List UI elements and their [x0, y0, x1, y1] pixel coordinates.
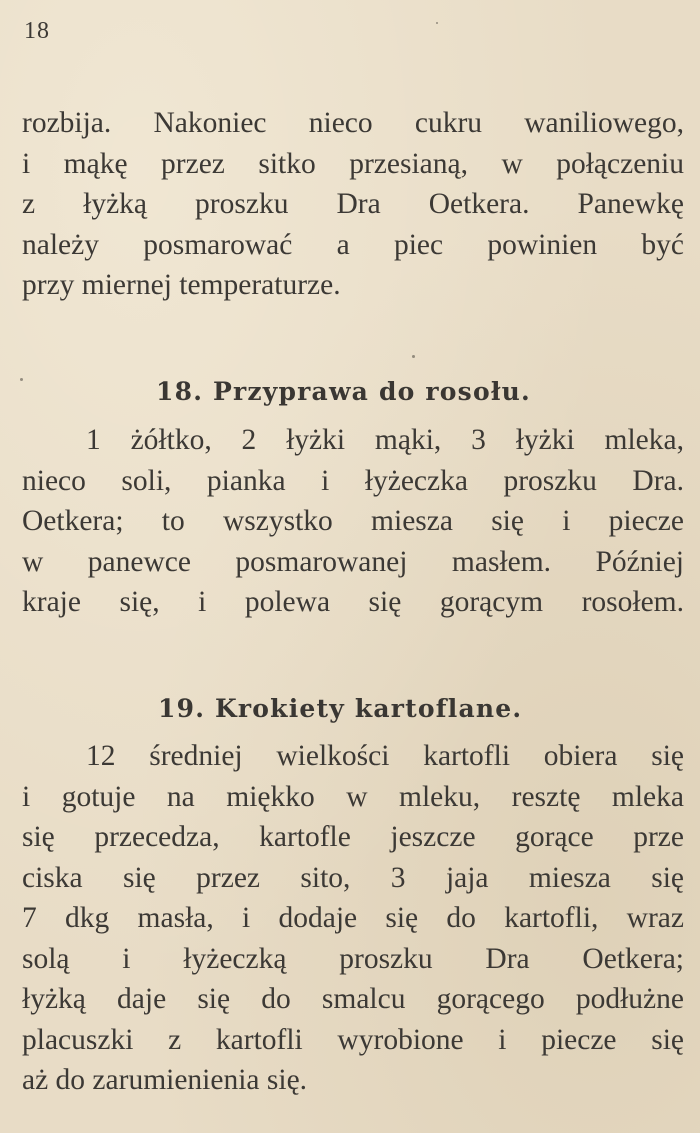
text-line: 7 dkg masła, i dodaje się do kartofli, wraz	[22, 902, 684, 934]
text-line: aż do zarumienienia się.	[22, 1064, 308, 1096]
recipe-18-heading: 18. Przyprawa do rosołu.	[156, 377, 531, 406]
text-line: Oetkera; to wszystko miesza się i piecze	[22, 505, 684, 537]
paper-speck	[436, 22, 438, 24]
text-line: placuszki z kartofli wyrobione i piecze się	[22, 1023, 684, 1056]
text-line: z łyżką proszku Dra Oetkera. Panewkę	[22, 188, 684, 220]
text-line: 1 żółtko, 2 łyżki mąki, 3 łyżki mleka,	[86, 424, 684, 456]
text-line: rozbija. Nakoniec nieco cukru waniliowego,	[22, 107, 684, 139]
text-line: i gotuje na miękko w mleku, resztę mleka	[22, 780, 684, 813]
recipe-19-body	[22, 736, 684, 1101]
text-line: należy posmarować a piec powinien być	[22, 228, 684, 261]
page-number: 18	[24, 18, 50, 44]
text-line: w panewce posmarowanej masłem. Później	[22, 545, 684, 578]
paper-speck	[20, 378, 23, 381]
text-line: łyżką daje się do smalcu gorącego podłużne	[22, 983, 684, 1015]
text-line: i mąkę przez sitko przesianą, w połączeniu	[22, 147, 684, 180]
paragraph-continuation	[22, 103, 684, 306]
text-line: przy miernej temperaturze.	[22, 269, 341, 301]
text-line: solą i łyżeczką proszku Dra Oetkera;	[22, 942, 684, 975]
text-line: się przecedza, kartofle jeszcze gorące prze	[22, 821, 684, 853]
recipe-19-heading: 19. Krokiety kartoflane.	[158, 694, 523, 723]
text-line: nieco soli, pianka i łyżeczka proszku Dra.	[22, 464, 684, 497]
paper-speck	[412, 355, 415, 358]
text-line: ciska się przez sito, 3 jaja miesza się	[22, 861, 684, 894]
text-line: 12 średniej wielkości kartofli obiera się	[86, 740, 684, 772]
recipe-18-body	[22, 420, 684, 623]
text-line: kraje się, i polewa się gorącym rosołem.	[22, 586, 684, 618]
